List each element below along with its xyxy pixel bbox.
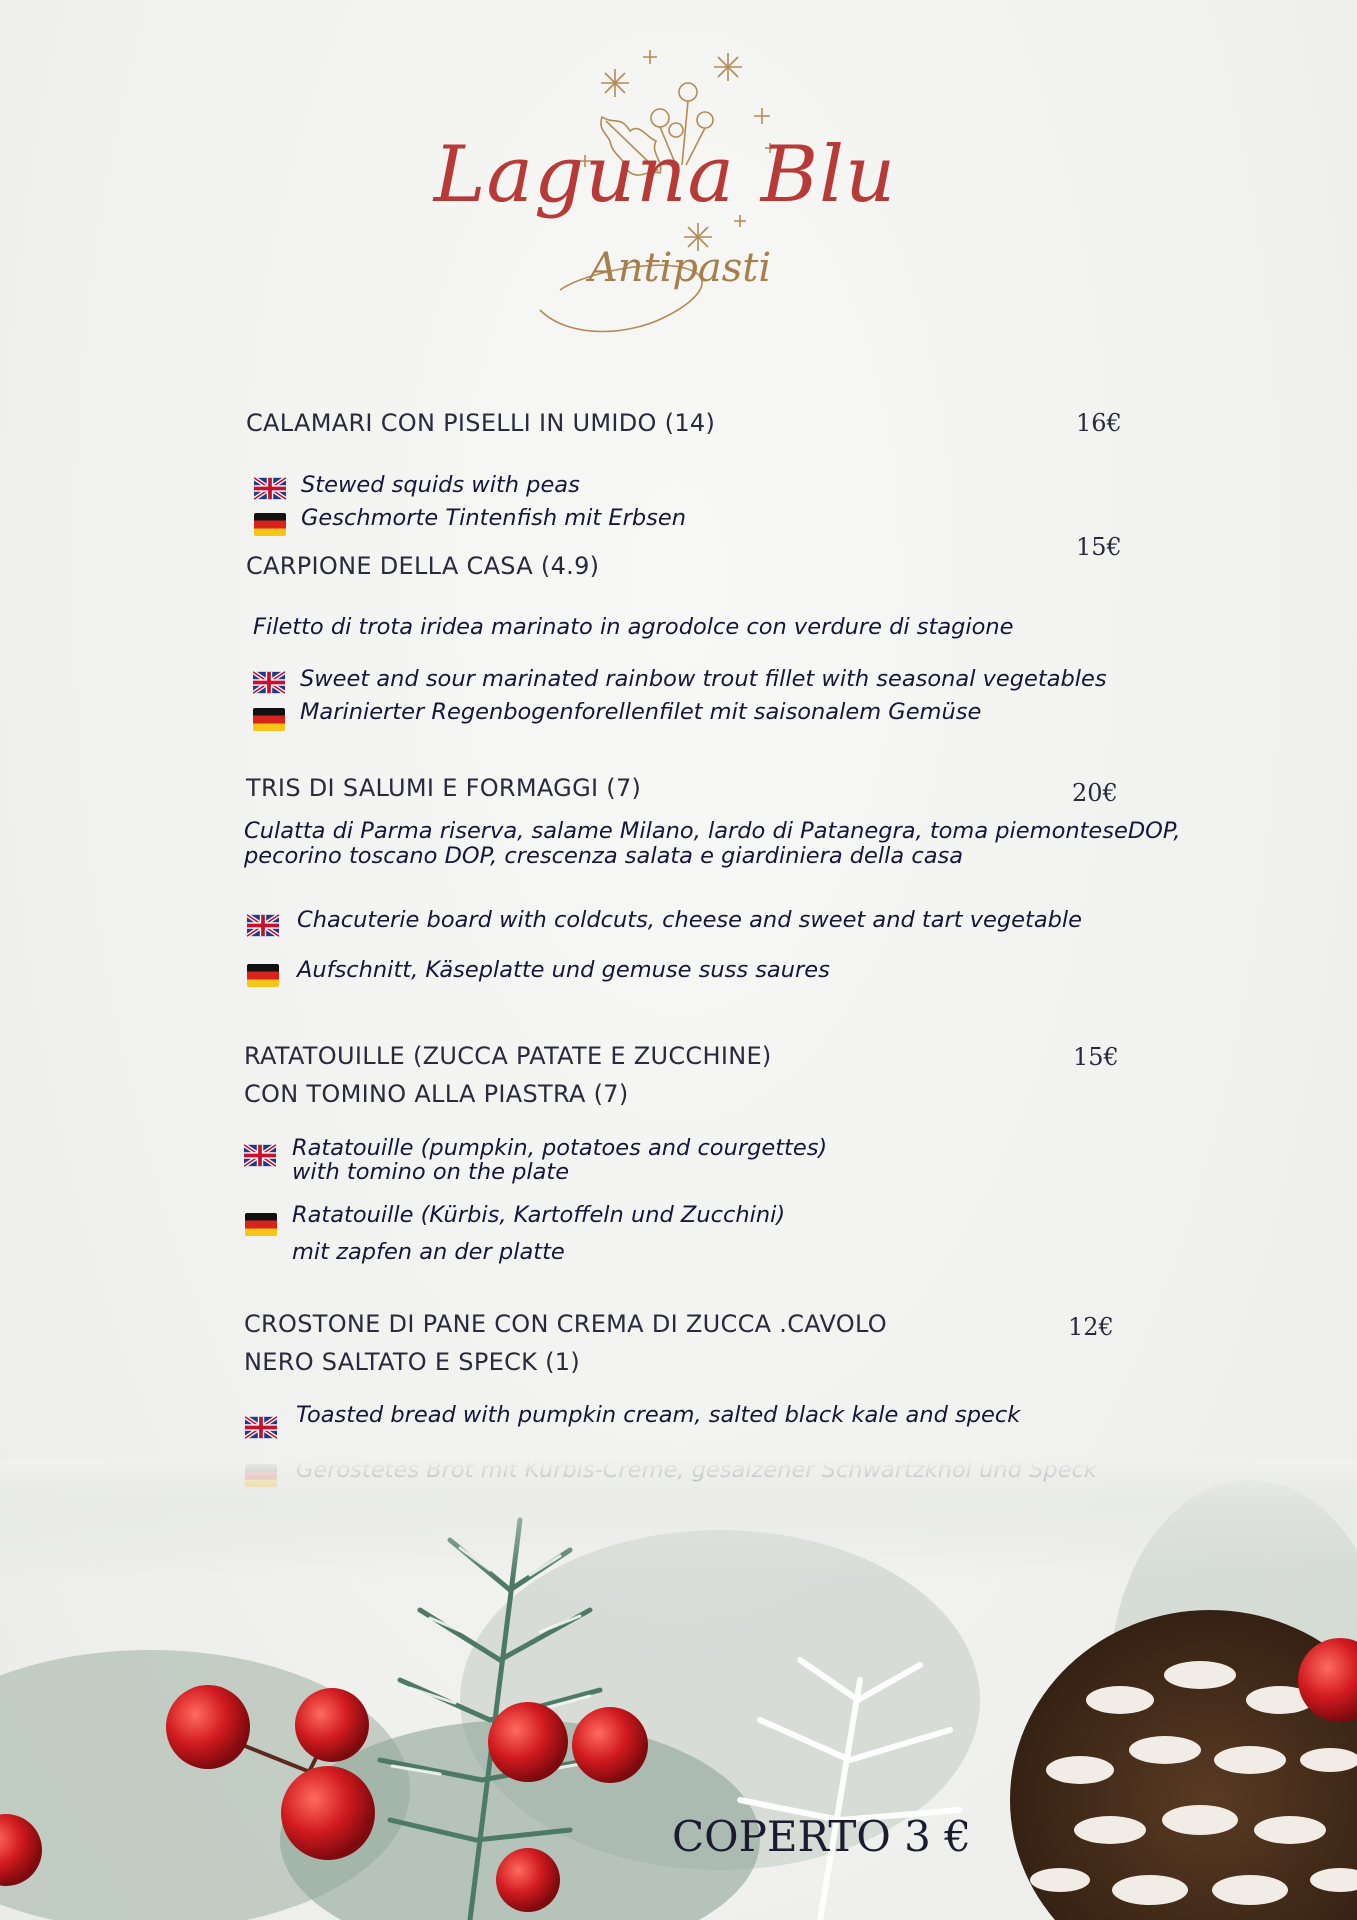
german-description: Marinierter Regenbogenforellenfilet mit saisonalem Gemüse	[300, 699, 982, 725]
dish-price: 15€	[1073, 1043, 1119, 1071]
uk-flag-icon	[244, 1144, 276, 1167]
dish-price: 16€	[1076, 409, 1122, 437]
german-description: Geschmorte Tintenfish mit Erbsen	[301, 505, 686, 531]
cover-charge: COPERTO 3 €	[672, 1812, 971, 1861]
italian-description: Filetto di trota iridea marinato in agrodolce con verdure di stagione	[253, 614, 1014, 640]
english-description: Stewed squids with peas	[301, 472, 580, 498]
dish-name: CON TOMINO ALLA PIASTRA (7)	[244, 1080, 629, 1108]
english-description: Chacuterie board with coldcuts, cheese and sweet and tart vegetable	[297, 907, 1082, 933]
restaurant-name: Laguna Blu	[433, 130, 897, 220]
english-description: Sweet and sour marinated rainbow trout fillet with seasonal vegetables	[300, 666, 1107, 692]
dish-price: 15€	[1076, 533, 1122, 561]
italian-description: pecorino toscano DOP, crescenza salata e giardiniera della casa	[244, 843, 964, 869]
uk-flag-icon	[245, 1416, 277, 1439]
uk-flag-icon	[247, 914, 279, 937]
uk-flag-icon	[253, 671, 285, 694]
uk-flag-icon	[254, 477, 286, 500]
italian-description: Culatta di Parma riserva, salame Milano, lardo di Patanegra, toma piemonteseDOP,	[244, 818, 1181, 844]
german-description: mit zapfen an der platte	[292, 1239, 565, 1265]
dish-name: CALAMARI CON PISELLI IN UMIDO (14)	[246, 409, 716, 437]
english-description: Toasted bread with pumpkin cream, salted black kale and speck	[296, 1402, 1021, 1428]
english-description: with tomino on the plate	[292, 1159, 570, 1185]
germany-flag-icon	[254, 513, 286, 536]
dish-name: CARPIONE DELLA CASA (4.9)	[246, 552, 600, 580]
dish-price: 12€	[1068, 1313, 1114, 1341]
english-description: Ratatouille (pumpkin, potatoes and courgettes)	[292, 1135, 828, 1161]
german-description: Aufschnitt, Käseplatte und gemuse suss saures	[297, 957, 830, 983]
germany-flag-icon	[247, 964, 279, 987]
dish-name: CROSTONE DI PANE CON CREMA DI ZUCCA .CAVOLO	[244, 1310, 887, 1338]
section-title: Antipasti	[588, 245, 772, 291]
dish-name: NERO SALTATO E SPECK (1)	[244, 1348, 580, 1376]
dish-price: 20€	[1072, 779, 1118, 807]
logo	[420, 45, 900, 345]
dish-name: RATATOUILLE (ZUCCA PATATE E ZUCCHINE)	[244, 1042, 772, 1070]
germany-flag-icon	[253, 708, 285, 731]
german-description: Ratatouille (Kürbis, Kartoffeln und Zucchini)	[292, 1202, 786, 1228]
germany-flag-icon	[245, 1213, 277, 1236]
dish-name: TRIS DI SALUMI E FORMAGGI (7)	[246, 774, 642, 802]
